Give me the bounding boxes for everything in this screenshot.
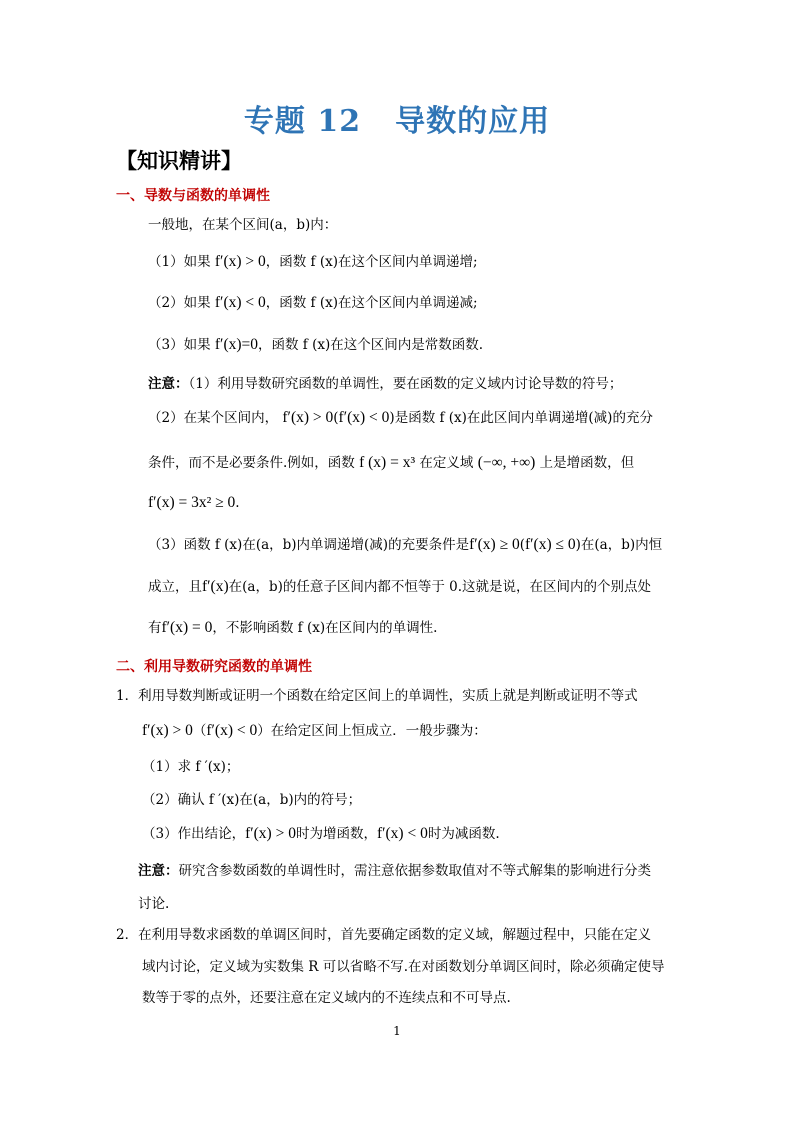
s1-note-3-line-3: 有f′(x) = 0，不影响函数 f (x)在区间内的单调性.: [148, 619, 438, 636]
s2-point-2-line-1: 2．在利用导数求函数的单调区间时，首先要确定函数的定义域，解题过程中，只能在定义: [116, 927, 652, 943]
s1-note-2-line-2: 条件，而不是必要条件.例如，函数 f (x) = x³ 在定义域 (−∞, +∞) 上是增函数，但: [148, 454, 635, 471]
s2-point-2-line-2: 域内讨论，定义域为实数集 R 可以省略不写.在对函数划分单调区间时，除必须确定使导: [142, 959, 665, 975]
s2-point-2-line-3: 数等于零的点外，还要注意在定义域内的不连续点和不可导点.: [142, 990, 511, 1006]
section-heading-1: 一、导数与函数的单调性: [116, 188, 270, 204]
s2-step-3: （3）作出结论，f′(x) > 0时为增函数，f′(x) < 0时为减函数.: [142, 825, 500, 842]
s1-note-3-line-1: （3）函数 f (x)在(a，b)内单调递增(减)的充要条件是f′(x) ≥ 0(f′(x) ≤ 0)在(a，b)内恒: [148, 536, 663, 553]
s2-point-1-line-1: 1．利用导数判断或证明一个函数在给定区间上的单调性，实质上就是判断或证明不等式: [116, 688, 638, 704]
s2-point-1-line-2: f′(x) > 0（f′(x) < 0）在给定区间上恒成立．一般步骤为：: [142, 722, 487, 739]
section-heading-2: 二、利用导数研究函数的单调性: [116, 659, 312, 675]
knowledge-heading: 【知识精讲】: [116, 148, 242, 173]
s2-step-2: （2）确认 f ′(x)在(a，b)内的符号；: [142, 792, 362, 808]
s1-note-1: 注意：（1）利用导数研究函数的单调性，要在函数的定义域内讨论导数的符号；: [148, 376, 623, 392]
s2-note-line-1: 注意：研究含参数函数的单调性时，需注意依据参数取值对不等式解集的影响进行分类: [138, 863, 651, 879]
title-name: 导数的应用: [395, 104, 551, 139]
s1-note-2-line-3: f′(x) = 3x² ≥ 0.: [148, 494, 240, 511]
s1-item-1: （1）如果 f′(x) > 0，函数 f (x)在这个区间内单调递增;: [148, 253, 478, 270]
s2-step-1: （1）求 f ′(x)；: [142, 759, 240, 775]
s1-note-2-line-1: （2）在某个区间内， f′(x) > 0(f′(x) < 0)是函数 f (x)在此区间内单调递增(减)的充分: [148, 409, 653, 426]
s1-item-3: （3）如果 f′(x)=0，函数 f (x)在这个区间内是常数函数.: [148, 336, 484, 353]
title-topic: 专题 12: [243, 104, 362, 139]
s2-note-line-2: 讨论.: [138, 896, 170, 912]
page-title: [0, 96, 794, 140]
s1-note-3-line-2: 成立，且f′(x)在(a，b)的任意子区间内都不恒等于 0.这就是说，在区间内的个别点处: [148, 578, 652, 595]
s1-intro: 一般地，在某个区间(a，b)内：: [148, 217, 338, 233]
s1-item-2: （2）如果 f′(x) < 0，函数 f (x)在这个区间内单调递减;: [148, 294, 478, 311]
page-number: 1: [393, 1024, 401, 1038]
